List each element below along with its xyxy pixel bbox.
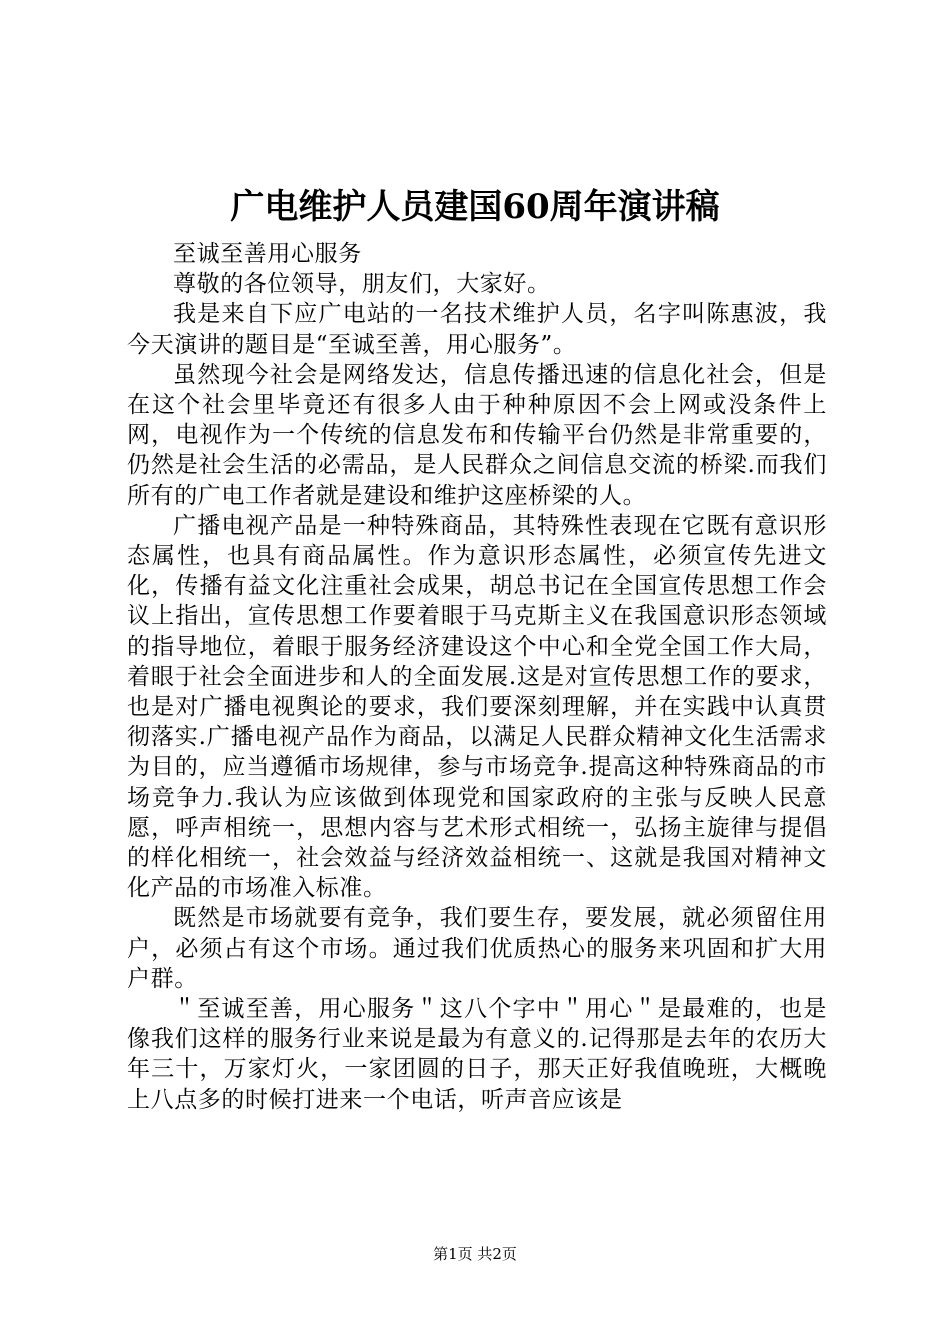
paragraph-subtitle: 至诚至善用心服务 (173, 241, 362, 267)
paragraph-broadcast-products: 广播电视产品是一种特殊商品，其特殊性表现在它既有意识形态属性，也具有商品属性。作为意识形态属性，必须宣传先进文化，传播有益文化注重社会成果，胡总书记在全国宣传思想工作会议上指出，宣传思想工作要着眼于马克斯主义在我国意识形态领域的指导地位，着眼于服务经济建设这个中心和全党全国工作大局，着眼于社会全面进步和人的全面发展.这是对宣传思想工作的要求，也是对广播电视舆论的要求，我们要深刻理解，并在实践中认真贯彻落实.广播电视产品作为商品，以满足人民群众精神文化生活需求为目的，应当遵循市场规律，参与市场竞争.提高这种特殊商品的市场竞争力.我认为应该做到体现党和国家政府的主张与反映人民意愿，呼声相统一，思想内容与艺术形式相统一，弘扬主旋律与提倡的样化相统一，社会效益与经济效益相统一、这就是我国对精神文化产品的市场准入标准。 (127, 512, 827, 902)
paragraph-service-story: ＂至诚至善，用心服务＂这八个字中＂用心＂是最难的，也是像我们这样的服务行业来说是最为有意义的.记得那是去年的农历大年三十，万家灯火，一家团圆的日子，那天正好我值晚班，大概晚上八点多的时候打进来一个电话，听声音应该是 (127, 996, 827, 1113)
document-body (127, 239, 827, 1115)
paragraph-market-competition: 既然是市场就要有竞争，我们要生存，要发展，就必须留住用户，必须占有这个市场。通过我们优质热心的服务来巩固和扩大用户群。 (127, 905, 827, 992)
paragraph-information-society: 虽然现今社会是网络发达，信息传播迅速的信息化社会，但是在这个社会里毕竟还有很多人由于种种原因不会上网或没条件上网，电视作为一个传统的信息发布和传输平台仍然是非常重要的，仍然是社会生活的必需品，是人民群众之间信息交流的桥梁.而我们所有的广电工作者就是建设和维护这座桥梁的人。 (127, 361, 827, 509)
paragraph-greeting: 尊敬的各位领导，朋友们，大家好。 (173, 271, 551, 298)
page-number-footer: 第1页 共2页 (433, 1245, 517, 1263)
paragraph-introduction: 我是来自下应广电站的一名技术维护人员，名字叫陈惠波，我今天演讲的题目是“至诚至善，用心服务”。 (127, 301, 827, 358)
document-title: 广电维护人员建国60周年演讲稿 (230, 187, 720, 227)
